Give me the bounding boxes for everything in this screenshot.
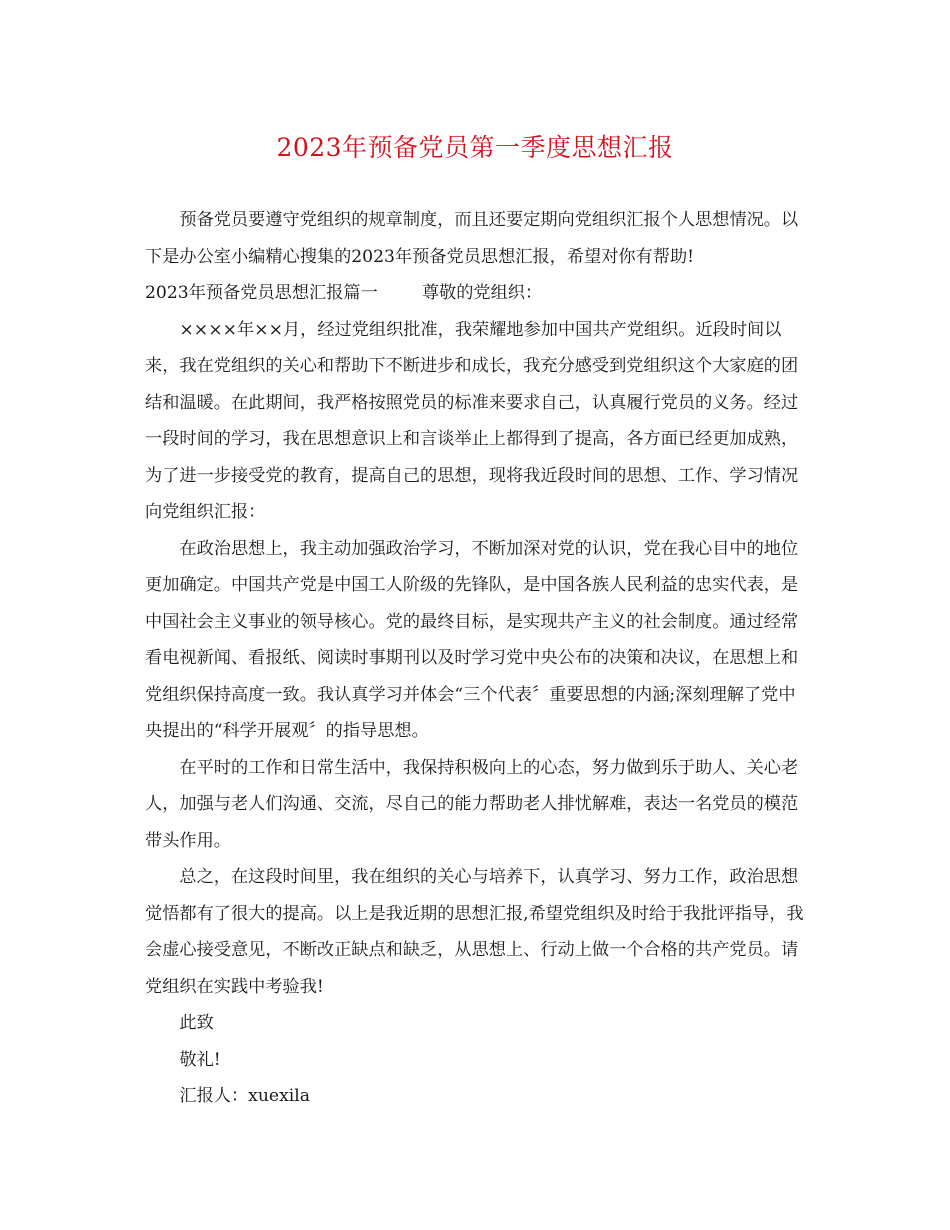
closing-line: 此致 <box>179 1013 214 1033</box>
reporter-line: 汇报人：xuexila <box>179 1086 311 1106</box>
document-body <box>145 202 805 1115</box>
body-paragraph-2: 在政治思想上，我主动加强政治学习，不断加深对党的认识，党在我心目中的地位更加确定。中国共产党是中国工人阶级的先锋队，是中国各族人民利益的忠实代表，是中国社会主义事业的领导核心。党的最终目标，是实现共产主义的社会制度。通过经常看电视新闻、看报纸、阅读时事期刊以及时学习党中央公布的决策和决议，在思想上和党组织保持高度一致。我认真学习并体会“三个代表〞重要思想的内涵;深刻理解了党中央提出的“科学开展观〞的指导思想。 <box>145 538 799 741</box>
body-paragraph-4: 总之，在这段时间里，我在组织的关心与培养下，认真学习、努力工作，政治思想觉悟都有了很大的提高。以上是我近期的思想汇报,希望党组织及时给于我批评指导，我会虚心接受意见，不断改正缺点和缺乏，从思想上、行动上做一个合格的共产党员。请党组织在实践中考验我! <box>145 867 804 997</box>
section-heading: 2023年预备党员思想汇报篇一 <box>145 283 378 303</box>
section-heading-line <box>145 275 805 312</box>
regards-line: 敬礼! <box>179 1049 221 1070</box>
body-paragraph-3: 在平时的工作和日常生活中，我保持积极向上的心态，努力做到乐于助人、关心老人，加强与老人们沟通、交流，尽自己的能力帮助老人排忧解难，表达一名党员的模范带头作用。 <box>145 757 799 851</box>
intro-paragraph: 预备党员要遵守党组织的规章制度，而且还要定期向党组织汇报个人思想情况。以下是办公室小编精心搜集的2023年预备党员思想汇报，希望对你有帮助! <box>145 210 799 267</box>
document-title: 2023年预备党员第一季度思想汇报 <box>276 133 674 162</box>
salutation: 尊敬的党组织： <box>421 283 543 303</box>
body-paragraph-1: ××××年××月，经过党组织批准，我荣耀地参加中国共产党组织。近段时间以来，我在党组织的关心和帮助下不断进步和成长，我充分感受到党组织这个大家庭的团结和温暖。在此期间，我严格按照党员的标准来要求自己，认真履行党员的义务。经过一段时间的学习，我在思想意识上和言谈举止上都得到了提高，各方面已经更加成熟，为了进一步接受党的教育，提高自己的思想，现将我近段时间的思想、工作、学习情况向党组织汇报： <box>145 319 799 522</box>
